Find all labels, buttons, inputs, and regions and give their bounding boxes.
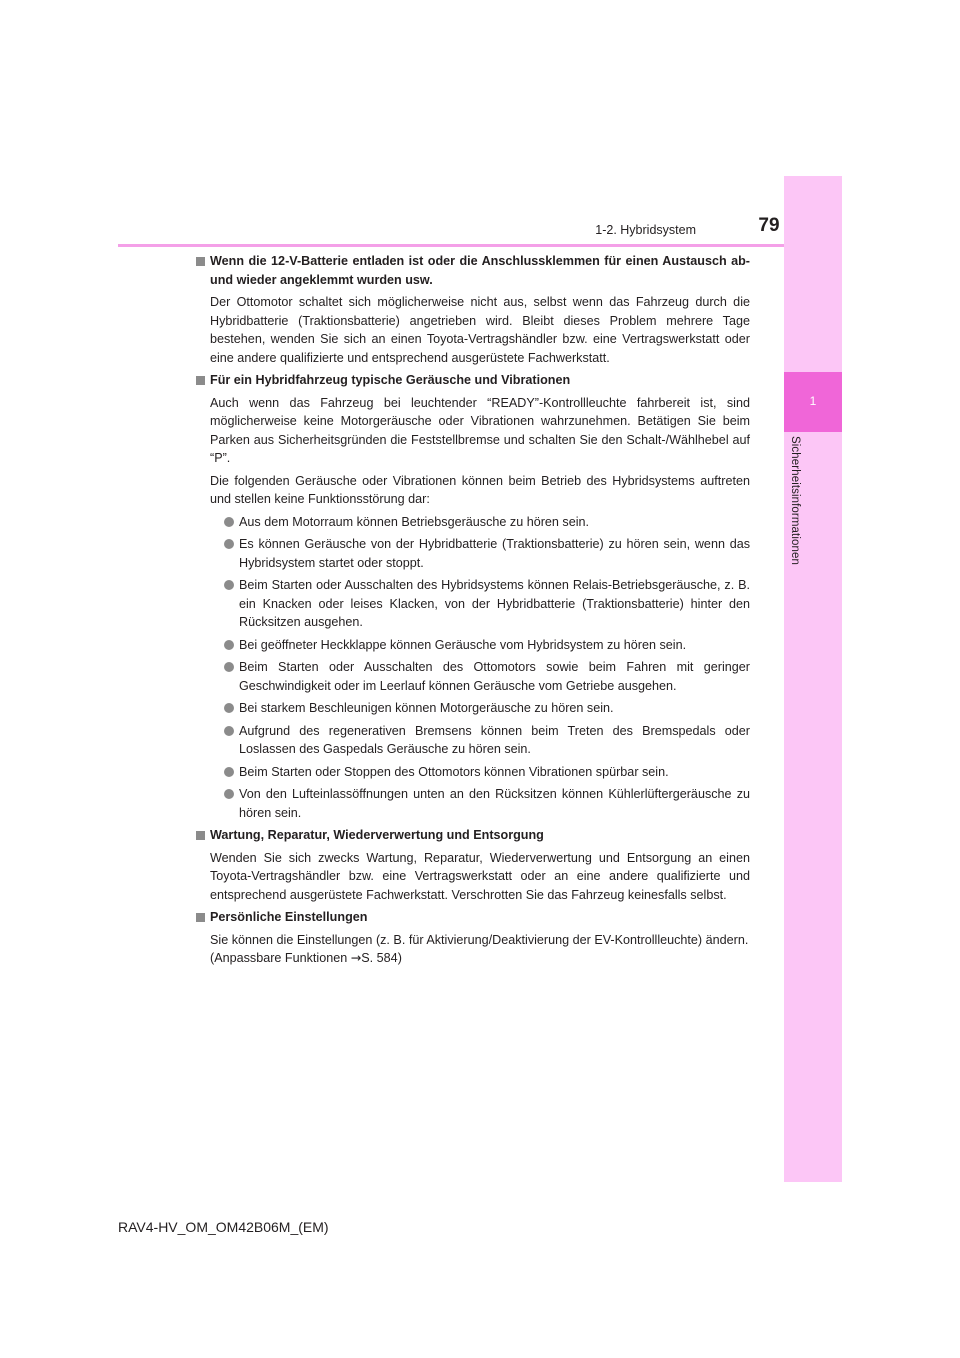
square-bullet-icon <box>196 257 205 266</box>
arrow-right-icon: → <box>350 950 362 965</box>
square-bullet-icon <box>196 376 205 385</box>
list-item: Aufgrund des regenerativen Bremsens können beim Treten des Bremspedals oder Loslassen des Gaspedals Geräusche zu hören sein. <box>224 722 750 759</box>
round-bullet-icon <box>224 662 234 672</box>
paragraph: Sie können die Einstellungen (z. B. für Aktivierung/Deaktivierung der EV-Kontrollleuchte) ändern. <box>210 932 749 947</box>
section-noises <box>210 371 750 822</box>
page-number: 79 <box>758 215 780 236</box>
list-item: Beim Starten oder Ausschalten des Ottomotors sowie beim Fahren mit geringer Geschwindigkeit oder im Leerlauf können Geräusche vom Getriebe ausgehen. <box>224 658 750 695</box>
paragraph: Die folgenden Geräusche oder Vibrationen können beim Betrieb des Hybridsystems auftreten und stellen keine Funktionsstörung dar: <box>210 473 750 506</box>
chapter-title: Sicherheitsinformationen <box>789 436 801 565</box>
round-bullet-icon <box>224 703 234 713</box>
main-content <box>210 252 750 972</box>
list-item: Bei geöffneter Heckklappe können Geräusche vom Hybridsystem zu hören sein. <box>224 636 750 655</box>
square-bullet-icon <box>196 831 205 840</box>
round-bullet-icon <box>224 767 234 777</box>
section-personal-settings <box>210 908 750 968</box>
page-reference-link[interactable]: S. 584) <box>361 951 402 965</box>
chapter-side-tab <box>784 176 842 1182</box>
round-bullet-icon <box>224 640 234 650</box>
list-item: Beim Starten oder Stoppen des Ottomotors können Vibrationen spürbar sein. <box>224 763 750 782</box>
list-item: Aus dem Motorraum können Betriebsgeräusche zu hören sein. <box>224 513 750 532</box>
round-bullet-icon <box>224 580 234 590</box>
round-bullet-icon <box>224 539 234 549</box>
list-item: Beim Starten oder Ausschalten des Hybridsystems können Relais-Betriebsgeräusche, z. B. ein Knacken oder leises Klacken, von der Hybridbatterie (Traktionsbatterie) hinter den Rücksitzen ausgehen. <box>224 576 750 632</box>
list-item: Es können Geräusche von der Hybridbatterie (Traktionsbatterie) zu hören sein, wenn das Hybridsystem startet oder stoppt. <box>224 535 750 572</box>
header-rule <box>118 244 784 247</box>
section-maintenance <box>210 826 750 904</box>
chapter-number: 1 <box>809 394 817 408</box>
list-item: Bei starkem Beschleunigen können Motorgeräusche zu hören sein. <box>224 699 750 718</box>
list-item: Von den Lufteinlassöffnungen unten an den Rücksitzen können Kühlerlüftergeräusche zu hören sein. <box>224 785 750 822</box>
paragraph: Der Ottomotor schaltet sich möglicherweise nicht aus, selbst wenn das Fahrzeug durch die Hybridbatterie (Traktionsbatterie) angetrieben wird. Bleibt dieses Problem mehrere Tage bestehen, wenden Sie sich an einen Toyota-Vertragshändler bzw. eine Vertragswerkstatt oder eine andere qualifizierte und entsprechend ausgerüstete Fachwerkstatt. <box>210 295 750 365</box>
section-heading: Für ein Hybridfahrzeug typische Geräusche und Vibrationen <box>196 371 750 390</box>
document-code: RAV4-HV_OM_OM42B06M_(EM) <box>118 1219 329 1235</box>
round-bullet-icon <box>224 726 234 736</box>
section-battery <box>210 252 750 367</box>
page-reference: (Anpassbare Funktionen →S. 584) <box>210 950 402 965</box>
round-bullet-icon <box>224 789 234 799</box>
round-bullet-icon <box>224 517 234 527</box>
section-heading: Persönliche Einstellungen <box>196 908 750 927</box>
paragraph: Auch wenn das Fahrzeug bei leuchtender “READY”-Kontrollleuchte fahrbereit ist, sind möglicherweise keine Motorgeräusche oder Vibrationen wahrzunehmen. Betätigen Sie beim Parken aus Sicherheitsgründen die Feststellbremse und schalten Sie den Schalt-/Wählhebel auf “P”. <box>210 395 750 465</box>
section-header: 1-2. Hybridsystem <box>595 223 696 237</box>
square-bullet-icon <box>196 913 205 922</box>
section-heading: Wenn die 12-V-Batterie entladen ist oder die Anschlussklemmen für einen Austausch ab- und wieder angeklemmt wurden usw. <box>196 252 750 289</box>
section-heading: Wartung, Reparatur, Wiederverwertung und Entsorgung <box>196 826 750 845</box>
paragraph: Wenden Sie sich zwecks Wartung, Reparatur, Wiederverwertung und Entsorgung an einen Toyota-Vertragshändler bzw. eine Vertragswerkstatt oder an eine andere qualifizierte und entsprechend ausgerüstete Fachwerkstatt. Verschrotten Sie das Fahrzeug keinesfalls selbst. <box>210 850 750 902</box>
